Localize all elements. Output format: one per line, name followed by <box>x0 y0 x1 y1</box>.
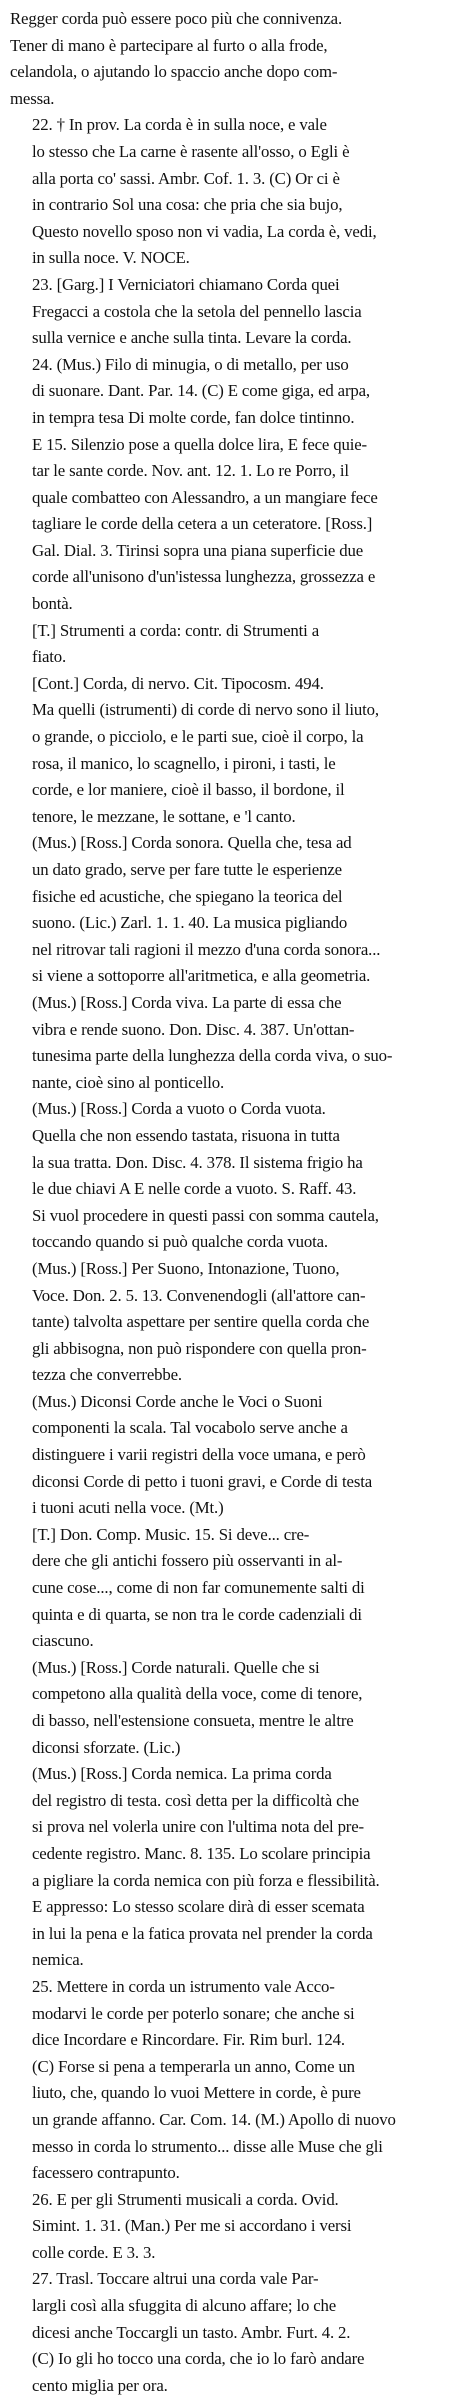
entry-paragraph <box>10 671 464 831</box>
text-line: tenore, le mezzane, le sottane, e 'l canto. <box>32 806 296 826</box>
text-line: sulla vernice e anche sulla tinta. Levare la corda. <box>32 328 352 348</box>
text-line: Ma quelli (istrumenti) di corde di nervo sono il liuto, <box>32 700 379 720</box>
text-line: tar le sante corde. Nov. ant. 12. 1. Lo re Porro, il <box>32 461 349 481</box>
text-line: cedente registro. Manc. 8. 135. Lo scolare principia <box>32 1843 371 1863</box>
text-line: tagliare le corde della cetera a un ceteratore. [Ross.] <box>32 514 373 534</box>
text-line: Voce. Don. 2. 5. 13. Convenendogli (all'attore can- <box>32 1285 366 1305</box>
text-line: (Mus.) [Ross.] Corda viva. La parte di essa che <box>32 992 342 1012</box>
text-line: quinta e di quarta, se non tra le corde cadenziali di <box>32 1604 362 1624</box>
text-line: fiato. <box>32 647 67 667</box>
text-line: [T.] Don. Comp. Music. 15. Si deve... cre- <box>32 1524 310 1544</box>
text-line: messo in corda lo strumento... disse alle Muse che gli <box>32 2136 383 2156</box>
text-line: si viene a sottoporre all'aritmetica, e alla geometria. <box>32 966 371 986</box>
text-line: quale combatteo con Alessandro, a un mangiare fece <box>32 487 378 507</box>
text-line: liuto, che, quando lo vuoi Mettere in corde, è pure <box>32 2083 361 2103</box>
entry-paragraph <box>10 830 464 990</box>
text-line: cento miglia per ora. <box>32 2375 168 2395</box>
text-line: dere che gli antichi fossero più osservanti in al- <box>32 1551 343 1571</box>
entry-paragraph <box>10 618 464 671</box>
text-line: (Mus.) [Ross.] Corda nemica. La prima corda <box>32 1764 332 1784</box>
text-line: gli abbisogna, non può rispondere con quella pron- <box>32 1338 367 1358</box>
text-line: in lui la pena e la fatica provata nel prender la corda <box>32 1923 373 1943</box>
text-line: 27. Trasl. Toccare altrui una corda vale Par- <box>32 2269 319 2289</box>
text-line: 22. † In prov. La corda è in sulla noce, e vale <box>32 115 327 135</box>
text-line: messa. <box>10 88 55 108</box>
text-line: (C) Io gli ho tocco una corda, che io lo farò andare <box>32 2349 365 2369</box>
text-line: un grande affanno. Car. Com. 14. (M.) Apollo di nuovo <box>32 2109 396 2129</box>
text-line: di suonare. Dant. Par. 14. (C) E come giga, ed arpa, <box>32 381 370 401</box>
text-line: E appresso: Lo stesso scolare dirà di esser scemata <box>32 1897 365 1917</box>
text-line: Questo novello sposo non vi vadia, La corda è, vedi, <box>32 221 377 241</box>
text-line: [T.] Strumenti a corda: contr. di Strumenti a <box>32 620 320 640</box>
text-line: bontà. <box>32 594 73 614</box>
text-line: largli così alla sfuggita di alcuno affare; lo che <box>32 2296 337 2316</box>
text-line: del registro di testa. così detta per la difficoltà che <box>32 1790 359 1810</box>
text-line: componenti la scala. Tal vocabolo serve anche a <box>32 1418 348 1438</box>
text-line: Regger corda può essere poco più che connivenza. <box>10 9 343 28</box>
text-line: Gal. Dial. 3. Tirinsi sopra una piana superficie due <box>32 540 364 560</box>
text-line: corde, e lor maniere, cioè il basso, il bordone, il <box>32 780 345 800</box>
text-line: a pigliare la corda nemica con più forza e flessibilità. <box>32 1870 380 1890</box>
text-line: suono. (Lic.) Zarl. 1. 1. 40. La musica pigliando <box>32 913 348 933</box>
text-line: tezza che converrebbe. <box>32 1365 182 1385</box>
text-line: tunesima parte della lunghezza della corda viva, o suo- <box>32 1046 393 1066</box>
entry-paragraph <box>10 352 464 618</box>
text-line: (C) Forse si pena a temperarla un anno, Come un <box>32 2056 355 2076</box>
text-line: 25. Mettere in corda un istrumento vale Acco- <box>32 1976 335 1996</box>
entry-paragraph <box>10 1389 464 1522</box>
text-line: Si vuol procedere in questi passi con somma cautela, <box>32 1205 379 1225</box>
text-line: i tuoni acuti nella voce. (Mt.) <box>32 1498 224 1518</box>
entry-paragraph <box>10 2187 464 2267</box>
text-line: rosa, il manico, lo scagnello, i pironi, i tasti, le <box>32 753 336 773</box>
entry-paragraph <box>10 1256 464 1389</box>
text-line: Quella che non essendo tastata, risuona in tutta <box>32 1125 340 1145</box>
text-line: 23. [Garg.] I Verniciatori chiamano Corda quei <box>32 274 340 294</box>
text-line: (Mus.) [Ross.] Corda a vuoto o Corda vuota. <box>32 1099 326 1119</box>
text-line: un dato grado, serve per fare tutte le esperienze <box>32 860 342 879</box>
entry-paragraph <box>10 272 464 352</box>
text-line: diconsi sforzate. (Lic.) <box>32 1737 181 1757</box>
text-line: di basso, nell'estensione consueta, mentre le altre <box>32 1711 354 1730</box>
text-line: dicesi anche Toccargli un tasto. Ambr. Furt. 4. 2. <box>32 2322 351 2342</box>
entry-paragraph <box>10 1096 464 1256</box>
text-line: o grande, o picciolo, e le parti sue, cioè il corpo, la <box>32 727 364 747</box>
entry-paragraph <box>10 6 464 112</box>
text-line: lo stesso che La carne è rasente all'osso, o Egli è <box>32 141 350 161</box>
text-line: fisiche ed acustiche, che spiegano la teorica del <box>32 886 343 906</box>
text-line: diconsi Corde di petto i tuoni gravi, e Corde di testa <box>32 1471 373 1491</box>
text-line: tante) talvolta aspettare per sentire quella corda che <box>32 1312 370 1332</box>
text-line: (Mus.) [Ross.] Per Suono, Intonazione, Tuono, <box>32 1258 340 1278</box>
text-line: in tempra tesa Di molte corde, fan dolce tintinno. <box>32 407 355 427</box>
text-line: nel ritrovar tali ragioni il mezzo d'una corda sonora... <box>32 939 381 959</box>
text-line: [Cont.] Corda, di nervo. Cit. Tipocosm. 494. <box>32 673 324 693</box>
entry-paragraph <box>10 2266 464 2399</box>
text-line: modarvi le corde per poterlo sonare; che anche si <box>32 2003 355 2023</box>
text-line: Simint. 1. 31. (Man.) Per me si accordano i versi <box>32 2216 352 2236</box>
text-line: Tener di mano è partecipare al furto o alla frode, <box>10 35 328 55</box>
text-line: dice Incordare e Rincordare. Fir. Rim burl. 124. <box>32 2030 345 2050</box>
text-line: distinguere i varii registri della voce umana, e però <box>32 1445 366 1465</box>
entry-paragraph <box>10 1655 464 1761</box>
entry-paragraph <box>10 1974 464 2187</box>
text-line: cune cose..., come di non far comunemente salti di <box>32 1578 365 1598</box>
text-line: le due chiavi A E nelle corde a vuoto. S. Raff. 43. <box>32 1179 357 1199</box>
entry-paragraph <box>10 1761 464 1974</box>
text-line: 26. E per gli Strumenti musicali a corda. Ovid. <box>32 2189 339 2209</box>
text-line: 24. (Mus.) Filo di minugia, o di metallo, per uso <box>32 354 349 374</box>
text-line: alla porta co' sassi. Ambr. Cof. 1. 3. (C) Or ci è <box>32 168 340 188</box>
text-line: ciascuno. <box>32 1631 94 1651</box>
text-line: facessero contrapunto. <box>32 2163 180 2183</box>
text-line: in contrario Sol una cosa: che pria che sia bujo, <box>32 195 343 215</box>
text-line: vibra e rende suono. Don. Disc. 4. 387. Un'ottan- <box>32 1019 355 1039</box>
text-line: nemica. <box>32 1950 84 1970</box>
text-line: celandola, o ajutando lo spaccio anche dopo com- <box>10 62 338 82</box>
text-line: nante, cioè sino al ponticello. <box>32 1072 225 1092</box>
text-line: corde all'unisono d'un'istessa lunghezza, grossezza e <box>32 567 376 587</box>
text-line: competono alla qualità della voce, come di tenore, <box>32 1684 363 1704</box>
text-line: (Mus.) Diconsi Corde anche le Voci o Suoni <box>32 1391 323 1411</box>
text-line: (Mus.) [Ross.] Corda sonora. Quella che, tesa ad <box>32 833 352 853</box>
entry-paragraph <box>10 1522 464 1655</box>
text-line: (Mus.) [Ross.] Corde naturali. Quelle che si <box>32 1657 320 1677</box>
text-line: Fregacci a costola che la setola del pennello lascia <box>32 301 362 321</box>
text-line: colle corde. E 3. 3. <box>32 2242 156 2262</box>
text-line: si prova nel volerla unire con l'ultima nota del pre- <box>32 1817 364 1837</box>
entry-paragraph <box>10 112 464 272</box>
text-line: toccando quando si può qualche corda vuota. <box>32 1232 328 1252</box>
entry-paragraph <box>10 990 464 1096</box>
text-line: la sua tratta. Don. Disc. 4. 378. Il sistema frigio ha <box>32 1152 363 1172</box>
text-line: in sulla noce. V. NOCE. <box>32 248 190 268</box>
text-line: E 15. Silenzio pose a quella dolce lira, E fece quie- <box>32 434 368 454</box>
